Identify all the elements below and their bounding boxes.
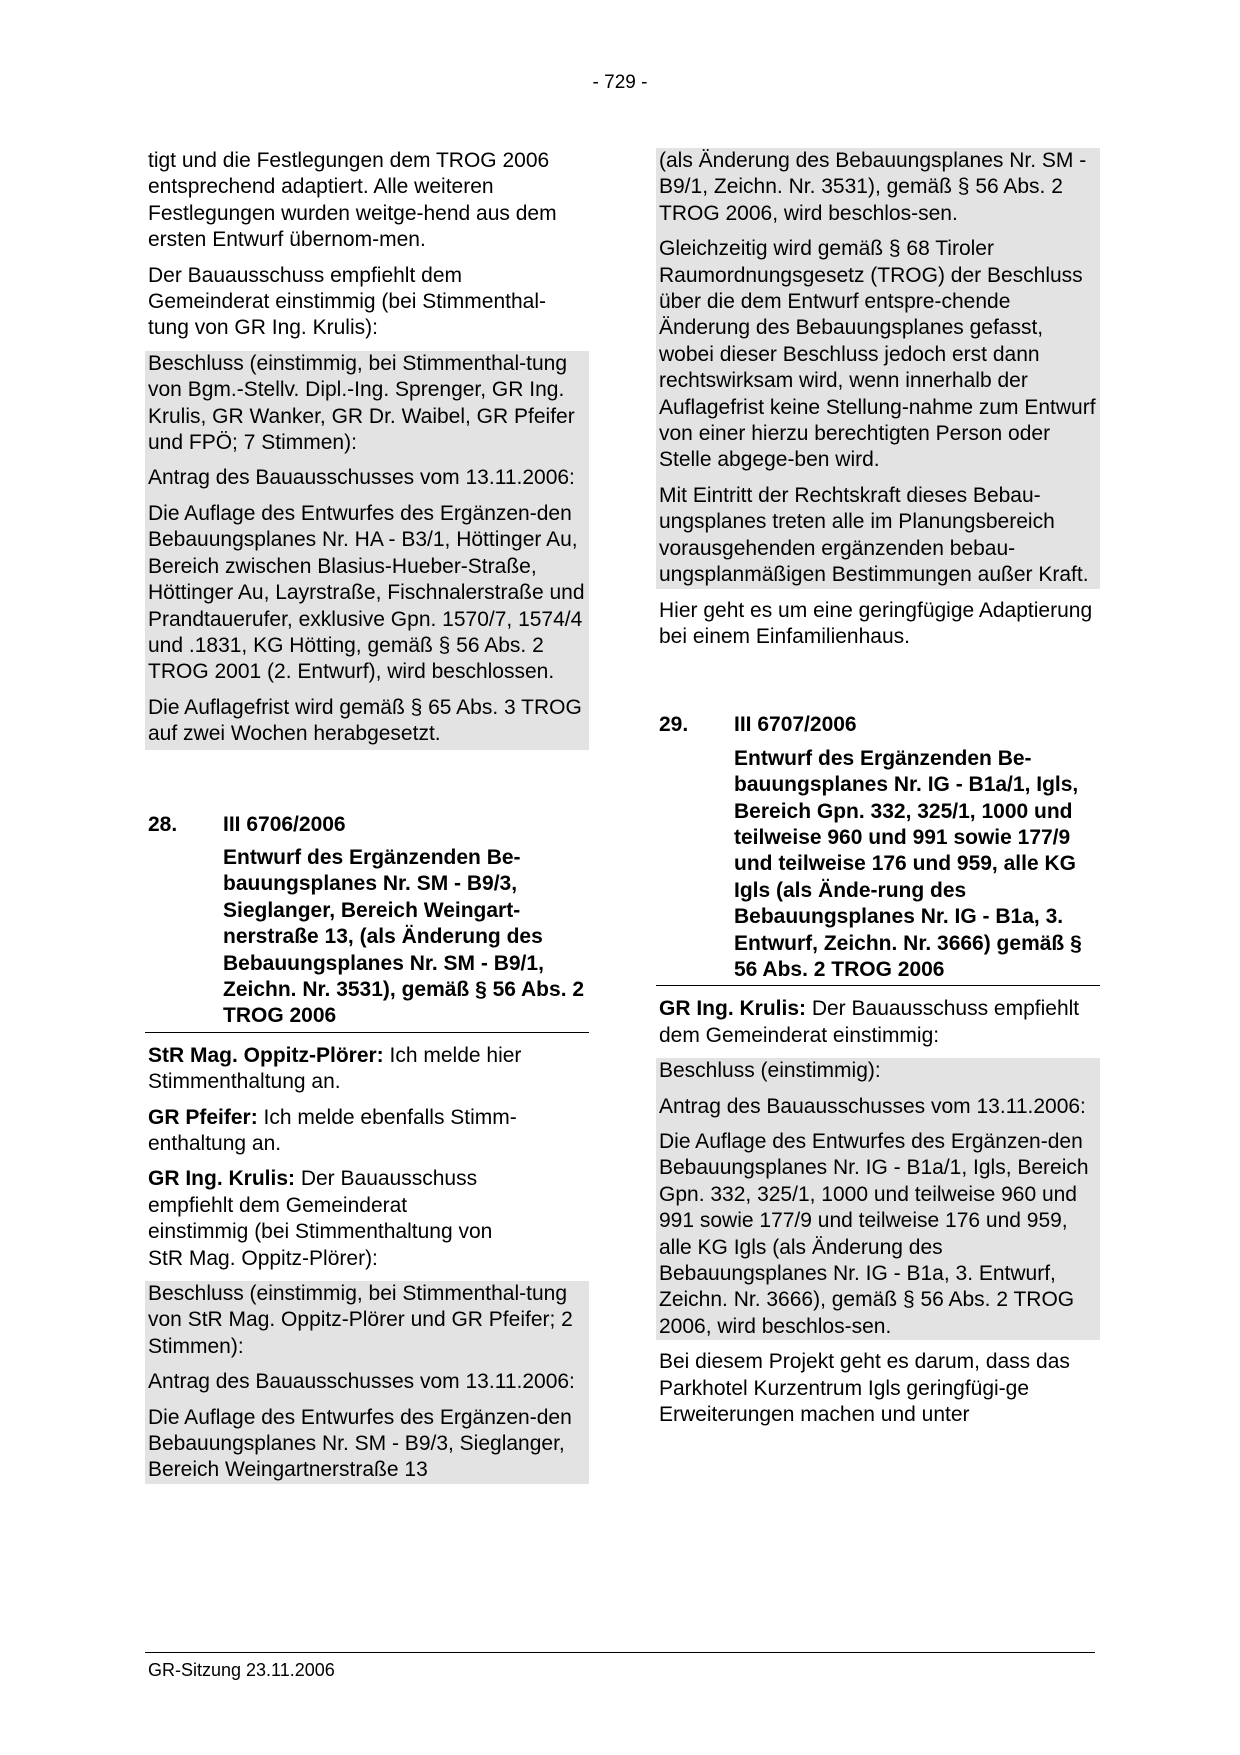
item-title: Entwurf des Ergänzenden Be-bauungsplanes Nr. IG - B1a/1, Igls, Bereich Gpn. 332, 325/1, 1000 und teilweise 960 und 991 sowie 177/9 und teilweise 176 und 959, alle KG Igls (als Ände-rung des Bebauungsplanes Nr. IG - B1a, 3. Entwurf, Zeichn. Nr. 3666) gemäß § 56 Abs. 2 TROG 2006 <box>734 746 1082 981</box>
resolution-text: (als Änderung des Bebauungsplanes Nr. SM - B9/1, Zeichn. Nr. 3531), gemäß § 56 Abs. 2 TROG 2006, wird beschlos-sen. <box>659 149 1087 225</box>
footer-divider <box>145 1652 1095 1653</box>
statement-text: Ich melde ebenfalls Stimm-enthaltung an. <box>148 1105 517 1155</box>
footer-text: GR-Sitzung 23.11.2006 <box>148 1660 335 1680</box>
resolution-text: Beschluss (einstimmig, bei Stimmenthal-tung von Bgm.-Stellv. Dipl.-Ing. Sprenger, GR Ing. Krulis, GR Wanker, GR Dr. Waibel, GR Pfeifer und FPÖ; 7 Stimmen): <box>148 351 575 455</box>
speaker-statement <box>145 1166 589 1272</box>
resolution-text: Die Auflage des Entwurfes des Ergänzen-den Bebauungsplanes Nr. IG - B1a/1, Igls, Bereich Gpn. 332, 325/1, 1000 und teilweise 960 und 991 sowie 177/9 und teilweise 176 und 959, alle KG Igls (als Änderung des Bebauungsplanes Nr. IG - B1a, 3. Entwurf, Zeichn. Nr. 3666), gemäß § 56 Abs. 2 TROG 2006, wird beschlos-sen. <box>659 1130 1089 1338</box>
item-code: III 6706/2006 <box>223 812 346 836</box>
statement-text: Der Bauausschuss empfiehlt dem Gemeinderat einstimmig: <box>659 997 1080 1047</box>
agenda-item-29 <box>656 712 1100 986</box>
paragraph: Der Bauausschuss empfiehlt dem Gemeinderat einstimmig (bei Stimmenthal-tung von GR Ing. Krulis): <box>148 263 546 340</box>
speaker-name: GR Ing. Krulis: <box>659 997 806 1021</box>
resolution-block <box>145 1281 589 1484</box>
speaker-statement <box>656 996 1100 1049</box>
resolution-text: Gleichzeitig wird gemäß § 68 Tiroler Raumordnungsgesetz (TROG) der Beschluss über die dem Entwurf entspre-chende Änderung des Bebauungsplanes gefasst, wobei dieser Beschluss jedoch erst dann rechtswirksam wird, wenn innerhalb der Auflagefrist keine Stellung-nahme zum Entwurf von einer hierzu berechtigten Person oder Stelle abgege-ben wird. <box>659 237 1096 472</box>
resolution-text: Beschluss (einstimmig, bei Stimmenthal-tung von StR Mag. Oppitz-Plörer und GR Pfeifer; 2 Stimmen): <box>148 1282 573 1358</box>
paragraph: Bei diesem Projekt geht es darum, dass das Parkhotel Kurzentrum Igls geringfügi-ge Erweiterungen machen und unter <box>659 1350 1070 1427</box>
speaker-name: GR Pfeifer: <box>148 1105 258 1129</box>
speaker-name: GR Ing. Krulis: <box>148 1167 295 1191</box>
resolution-text: Die Auflagefrist wird gemäß § 65 Abs. 3 TROG auf zwei Wochen herabgesetzt. <box>148 695 582 746</box>
resolution-text: Antrag des Bauausschusses vom 13.11.2006: <box>148 1370 575 1394</box>
item-code: III 6707/2006 <box>734 713 857 737</box>
item-number: 28. <box>148 812 178 836</box>
statement-text: Ich melde hier Stimmenthaltung an. <box>148 1043 522 1094</box>
paragraph: Hier geht es um eine geringfügige Adaptierung bei einem Einfamilienhaus. <box>659 598 1093 648</box>
resolution-text: Antrag des Bauausschusses vom 13.11.2006: <box>659 1094 1086 1118</box>
speaker-statement <box>145 1105 589 1158</box>
item-title: Entwurf des Ergänzenden Be-bauungsplanes Nr. SM - B9/3, Sieglanger, Bereich Weingart-nerstraße 13, (als Änderung des Bebauungsplanes Nr. SM - B9/1, Zeichn. Nr. 3531), gemäß § 56 Abs. 2 TROG 2006 <box>223 845 585 1028</box>
speaker-name: StR Mag. Oppitz-Plörer: <box>148 1043 384 1067</box>
agenda-item-28 <box>145 812 589 1033</box>
left-column <box>145 148 589 1484</box>
resolution-text: Die Auflage des Entwurfes des Ergänzen-den Bebauungsplanes Nr. SM - B9/3, Sieglanger, Bereich Weingartnerstraße 13 <box>148 1405 572 1482</box>
resolution-block <box>656 1058 1100 1340</box>
right-column <box>656 148 1100 1428</box>
speaker-statement <box>145 1043 589 1096</box>
resolution-block <box>145 351 589 750</box>
page-number: - 729 - <box>592 72 648 93</box>
resolution-text: Die Auflage des Entwurfes des Ergänzen-den Bebauungsplanes Nr. HA - B3/1, Höttinger Au, Bereich zwischen Blasius-Hueber-Straße, Höttinger Au, Layrstraße, Fischnalerstraße und Prandtauerufer, exklusive Gpn. 1570/7, 1574/4 und .1831, KG Hötting, gemäß § 56 Abs. 2 TROG 2001 (2. Entwurf), wird beschlossen. <box>148 501 585 684</box>
paragraph: tigt und die Festlegungen dem TROG 2006 entsprechend adaptiert. Alle weiteren Festlegungen wurden weitge-hend aus dem ersten Entwurf übernom-men. <box>148 149 557 252</box>
item-number: 29. <box>659 713 689 737</box>
resolution-text: Beschluss (einstimmig): <box>659 1059 881 1083</box>
resolution-block <box>656 148 1100 589</box>
resolution-text: Antrag des Bauausschusses vom 13.11.2006: <box>148 466 575 490</box>
resolution-text: Mit Eintritt der Rechtskraft dieses Bebau-ungsplanes treten alle im Planungsbereich vorausgehenden ergänzenden bebau-ungsplanmäßigen Bestimmungen außer Kraft. <box>659 483 1089 587</box>
statement-text: Der Bauausschuss empfiehlt dem Gemeinderat einstimmig (bei Stimmenthaltung von StR Mag. Oppitz-Plörer): <box>148 1167 493 1270</box>
